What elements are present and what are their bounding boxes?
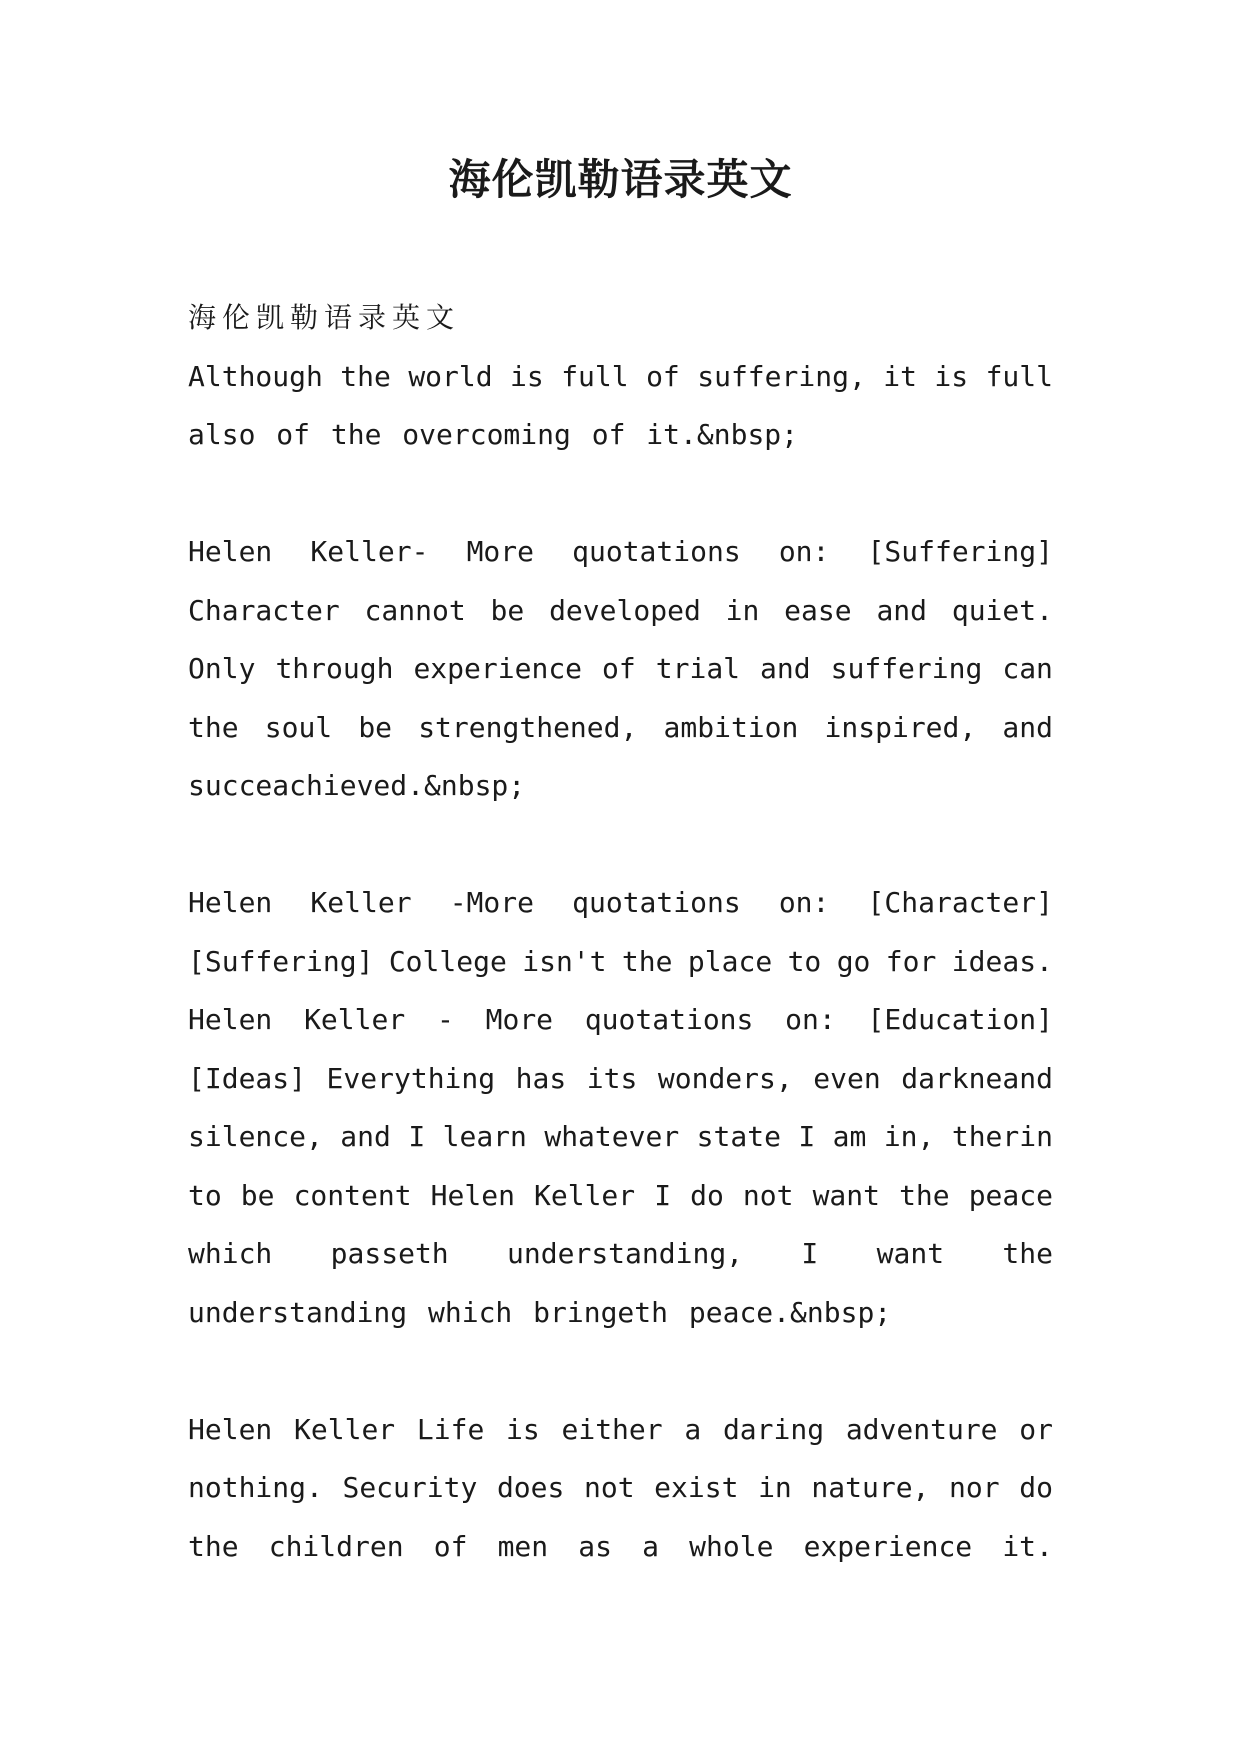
text-line xyxy=(188,1518,1053,1577)
word: Keller xyxy=(534,1178,636,1212)
text-line xyxy=(188,523,1053,582)
word: content xyxy=(293,1178,412,1212)
word: I xyxy=(801,1237,819,1270)
blank-line xyxy=(188,1342,1053,1401)
text-line xyxy=(188,1459,1053,1518)
word: the xyxy=(340,359,391,393)
word: either xyxy=(561,1412,663,1446)
word: want xyxy=(876,1237,945,1270)
word: suffering xyxy=(830,652,983,685)
word: of xyxy=(602,652,636,685)
word: or xyxy=(1019,1412,1053,1446)
word: [Suffering] xyxy=(188,944,374,978)
word: the xyxy=(188,710,239,744)
word: understanding, xyxy=(507,1237,744,1270)
word: quotations xyxy=(572,886,741,919)
word: isn't xyxy=(522,944,607,978)
word: Helen xyxy=(188,886,273,919)
word: want xyxy=(812,1178,880,1212)
word: not xyxy=(583,1471,635,1504)
word: passeth xyxy=(330,1237,449,1270)
word: of xyxy=(433,1529,468,1563)
word: can xyxy=(1002,652,1053,685)
word: the xyxy=(899,1178,950,1212)
word: adventure xyxy=(845,1412,998,1446)
word: ideas. xyxy=(951,944,1053,978)
word: men xyxy=(497,1529,549,1563)
word: [Character] xyxy=(867,886,1053,919)
word: Keller xyxy=(304,1003,406,1036)
word: quiet. xyxy=(951,593,1053,627)
word: which xyxy=(188,1237,273,1270)
word: Helen xyxy=(188,1003,273,1036)
word: I xyxy=(408,1120,426,1153)
word: soul xyxy=(264,710,333,744)
word: the xyxy=(188,1529,239,1563)
word: I xyxy=(654,1178,672,1212)
word: and xyxy=(340,1120,391,1153)
word: learn xyxy=(442,1120,527,1153)
word: experience xyxy=(803,1529,973,1563)
word: [Education] xyxy=(867,1003,1053,1036)
word: Keller xyxy=(294,1412,396,1446)
word: experience xyxy=(413,652,583,685)
word: does xyxy=(496,1471,565,1504)
word: silence, xyxy=(188,1120,323,1153)
word: College xyxy=(388,944,507,978)
text-line xyxy=(188,640,1053,699)
word: even xyxy=(813,1061,881,1095)
word: nature, xyxy=(811,1471,930,1504)
text-line xyxy=(188,1225,1053,1284)
word: daring xyxy=(722,1412,825,1446)
word: Helen xyxy=(188,535,273,568)
word: -More xyxy=(449,886,534,919)
word: developed xyxy=(549,593,701,627)
word: it xyxy=(883,359,917,393)
word: Keller xyxy=(310,886,412,919)
word: be xyxy=(240,1178,275,1212)
word: and xyxy=(876,593,928,627)
word: do xyxy=(1019,1471,1053,1504)
word: Although xyxy=(188,359,323,393)
document-body xyxy=(188,289,1053,1576)
text-line xyxy=(188,1167,1053,1226)
word: on: xyxy=(778,886,830,919)
text-line xyxy=(188,933,1053,992)
word: world xyxy=(408,359,493,393)
word: - xyxy=(436,1003,454,1036)
word: Helen xyxy=(188,1412,273,1446)
word: full xyxy=(985,359,1053,393)
word: a xyxy=(684,1412,702,1446)
word: to xyxy=(188,1178,222,1212)
word: whole xyxy=(689,1529,774,1563)
text-line xyxy=(188,582,1053,641)
text-line xyxy=(188,991,1053,1050)
word: exist xyxy=(654,1471,739,1504)
word: darkneand xyxy=(901,1061,1053,1095)
text-line xyxy=(188,348,1053,407)
word: am xyxy=(832,1120,867,1153)
word: I xyxy=(798,1120,816,1153)
word: wonders, xyxy=(657,1061,793,1095)
text-line: succeachieved.&nbsp; xyxy=(188,769,526,802)
text-line xyxy=(188,1401,1053,1460)
word: it. xyxy=(1002,1529,1053,1563)
word: its xyxy=(586,1061,638,1095)
word: in, xyxy=(883,1120,935,1153)
text-line xyxy=(188,1108,1053,1167)
word: is xyxy=(510,359,544,393)
word: Life xyxy=(416,1412,485,1446)
text-line: understanding which bringeth peace.&nbsp; xyxy=(188,1295,892,1329)
word: do xyxy=(690,1178,724,1212)
text-line xyxy=(188,874,1053,933)
text-line xyxy=(188,1050,1053,1109)
word: cannot xyxy=(364,593,466,627)
word: trial xyxy=(655,652,741,685)
word: through xyxy=(275,652,394,685)
word: the xyxy=(621,944,673,978)
word: be xyxy=(490,593,525,627)
word: Character xyxy=(188,593,340,627)
word: [Ideas] xyxy=(188,1061,307,1095)
word: not xyxy=(742,1178,794,1212)
word: More xyxy=(466,535,534,568)
word: has xyxy=(515,1061,567,1095)
word: ambition xyxy=(663,710,799,744)
word: nor xyxy=(949,1471,1000,1504)
text-line: 海伦凯勒语录英文 xyxy=(188,301,461,334)
word: a xyxy=(642,1529,660,1563)
word: of xyxy=(646,359,680,393)
word: whatever xyxy=(544,1120,680,1153)
word: place xyxy=(687,944,773,978)
word: and xyxy=(1002,710,1053,744)
word: [Suffering] xyxy=(867,535,1053,568)
blank-line xyxy=(188,465,1053,524)
word: ease xyxy=(784,593,852,627)
blank-line xyxy=(188,816,1053,875)
word: Security xyxy=(342,1471,478,1504)
word: Helen xyxy=(430,1178,515,1212)
word: Everything xyxy=(326,1061,496,1095)
word: for xyxy=(885,944,937,978)
word: to xyxy=(787,944,822,978)
word: nothing. xyxy=(188,1471,323,1504)
text-line: also of the overcoming of it.&nbsp; xyxy=(188,418,799,451)
word: go xyxy=(836,944,871,978)
word: children xyxy=(268,1529,404,1563)
word: Only xyxy=(188,652,256,685)
word: Keller- xyxy=(310,535,429,568)
text-line xyxy=(188,699,1053,758)
word: on: xyxy=(785,1003,836,1036)
word: is xyxy=(934,359,969,393)
word: the xyxy=(1002,1237,1053,1270)
word: as xyxy=(578,1529,613,1563)
word: in xyxy=(725,593,760,627)
word: quotations xyxy=(584,1003,754,1036)
word: be xyxy=(358,710,393,744)
word: suffering, xyxy=(697,359,866,393)
word: on: xyxy=(778,535,830,568)
word: is xyxy=(506,1412,540,1446)
word: in xyxy=(758,1471,792,1504)
word: quotations xyxy=(572,535,741,568)
document-title: 海伦凯勒语录英文 xyxy=(448,155,793,204)
word: inspired, xyxy=(824,710,977,744)
word: More xyxy=(485,1003,554,1036)
word: state xyxy=(696,1120,781,1153)
word: strengthened, xyxy=(418,710,638,744)
word: therin xyxy=(951,1120,1053,1153)
word: peace xyxy=(968,1178,1053,1212)
word: full xyxy=(561,359,629,393)
word: and xyxy=(760,652,811,685)
